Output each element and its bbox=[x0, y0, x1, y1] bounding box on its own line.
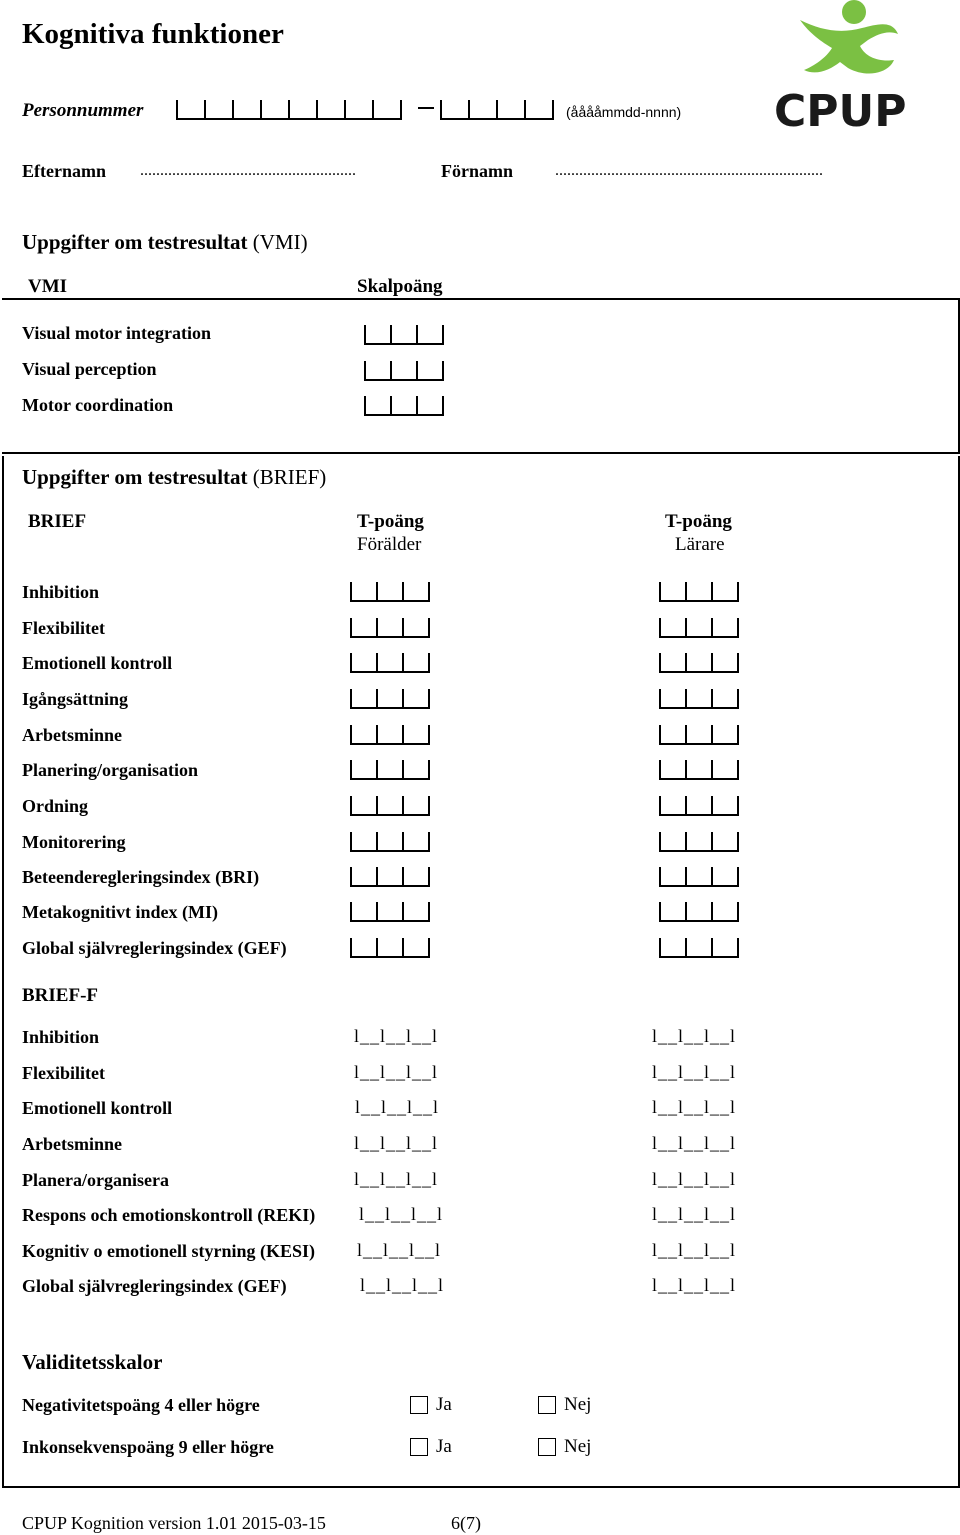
personnummer-number-field[interactable] bbox=[440, 100, 554, 120]
footer-version: CPUP Kognition version 1.01 2015-03-15 bbox=[22, 1513, 326, 1533]
vmi-row-label: Visual perception bbox=[22, 359, 157, 379]
brief-teacher-field[interactable] bbox=[659, 832, 739, 852]
brief-parent-field[interactable] bbox=[350, 902, 430, 922]
vmi-score-field[interactable] bbox=[364, 325, 444, 345]
brief-teacher-field[interactable] bbox=[659, 653, 739, 673]
brief-row-label: Emotionell kontroll bbox=[22, 653, 173, 673]
brieff-parent-field[interactable]: l__l__l__l bbox=[354, 1026, 439, 1046]
brief-row-label: Ordning bbox=[22, 796, 89, 816]
brief-teacher-field[interactable] bbox=[659, 902, 739, 922]
brief-section-title-normal: (BRIEF) bbox=[252, 465, 327, 489]
brief-parent-field[interactable] bbox=[350, 796, 430, 816]
brief-teacher-field[interactable] bbox=[659, 938, 739, 958]
brieff-parent-field[interactable]: l__l__l__l bbox=[357, 1240, 442, 1260]
brieff-row-label: Arbetsminne bbox=[22, 1134, 122, 1154]
brieff-row-label: Global självregleringsindex (GEF) bbox=[22, 1276, 287, 1296]
brief-parent-field[interactable] bbox=[350, 938, 430, 958]
brief-teacher-field[interactable] bbox=[659, 867, 739, 887]
validity-title: Validitetsskalor bbox=[22, 1350, 163, 1374]
brief-col-parent-sub: Förälder bbox=[357, 534, 422, 555]
brief-parent-field[interactable] bbox=[350, 618, 430, 638]
brieff-row-label: Respons och emotionskontroll (REKI) bbox=[22, 1205, 316, 1225]
brief-teacher-field[interactable] bbox=[659, 725, 739, 745]
logo-wordmark: CPUP bbox=[774, 86, 907, 132]
vmi-col-score: Skalpoäng bbox=[357, 276, 443, 297]
brieff-parent-field[interactable]: l__l__l__l bbox=[355, 1097, 440, 1117]
brief-row-label: Beteenderegleringsindex (BRI) bbox=[22, 867, 260, 887]
validity-yes-checkbox[interactable] bbox=[410, 1396, 428, 1414]
brieff-row-label: Planera/organisera bbox=[22, 1170, 169, 1190]
brief-col-teacher: T-poäng bbox=[665, 511, 732, 532]
brief-row-label: Flexibilitet bbox=[22, 618, 105, 638]
validity-yes-label: Ja bbox=[436, 1394, 452, 1415]
validity-yes-label: Ja bbox=[436, 1436, 452, 1457]
brief-col-teacher-sub: Lärare bbox=[675, 534, 725, 555]
brief-col-parent: T-poäng bbox=[357, 511, 424, 532]
brieff-teacher-field[interactable]: l__l__l__l bbox=[652, 1275, 737, 1295]
efternamn-field[interactable]: ...................................................... bbox=[140, 162, 356, 179]
brieff-parent-field[interactable]: l__l__l__l bbox=[354, 1133, 439, 1153]
footer-page: 6(7) bbox=[451, 1513, 481, 1533]
brief-row-label: Monitorering bbox=[22, 832, 126, 852]
brieff-row-label: Emotionell kontroll bbox=[22, 1098, 173, 1118]
validity-no-label: Nej bbox=[564, 1394, 592, 1415]
brieff-teacher-field[interactable]: l__l__l__l bbox=[652, 1026, 737, 1046]
cpup-logo bbox=[770, 0, 910, 132]
brieff-parent-field[interactable]: l__l__l__l bbox=[359, 1204, 444, 1224]
brief-parent-field[interactable] bbox=[350, 867, 430, 887]
brief-row-label: Global självregleringsindex (GEF) bbox=[22, 938, 287, 958]
brieff-teacher-field[interactable]: l__l__l__l bbox=[652, 1133, 737, 1153]
brief-row-label: Igångsättning bbox=[22, 689, 129, 709]
brief-row-label: Planering/organisation bbox=[22, 760, 199, 780]
personnummer-hint: (ååååmmdd-nnnn) bbox=[566, 104, 682, 120]
brieff-row-label: Kognitiv o emotionell styrning (KESI) bbox=[22, 1241, 316, 1261]
brief-col-label: BRIEF bbox=[28, 511, 87, 532]
brief-parent-field[interactable] bbox=[350, 725, 430, 745]
brief-frame bbox=[2, 456, 960, 1488]
brief-teacher-field[interactable] bbox=[659, 689, 739, 709]
brief-section-title-bold: Uppgifter om testresultat bbox=[22, 465, 248, 489]
brief-teacher-field[interactable] bbox=[659, 618, 739, 638]
brief-parent-field[interactable] bbox=[350, 582, 430, 602]
brieff-teacher-field[interactable]: l__l__l__l bbox=[652, 1240, 737, 1260]
efternamn-label: Efternamn bbox=[22, 161, 106, 181]
validity-yes-checkbox[interactable] bbox=[410, 1438, 428, 1456]
brief-parent-field[interactable] bbox=[350, 653, 430, 673]
vmi-score-field[interactable] bbox=[364, 361, 444, 381]
brief-row-label: Arbetsminne bbox=[22, 725, 122, 745]
brief-parent-field[interactable] bbox=[350, 832, 430, 852]
page-title: Kognitiva funktioner bbox=[22, 18, 284, 50]
validity-no-checkbox[interactable] bbox=[538, 1438, 556, 1456]
brieff-parent-field[interactable]: l__l__l__l bbox=[360, 1275, 445, 1295]
fornamn-label: Förnamn bbox=[441, 161, 513, 181]
vmi-row-label: Visual motor integration bbox=[22, 323, 211, 343]
brieff-teacher-field[interactable]: l__l__l__l bbox=[652, 1062, 737, 1082]
personnummer-dash bbox=[418, 107, 434, 109]
vmi-row-label: Motor coordination bbox=[22, 395, 174, 415]
fornamn-field[interactable]: ................................................................... bbox=[555, 162, 823, 179]
brief-teacher-field[interactable] bbox=[659, 796, 739, 816]
validity-no-label: Nej bbox=[564, 1436, 592, 1457]
brief-teacher-field[interactable] bbox=[659, 582, 739, 602]
brief-parent-field[interactable] bbox=[350, 689, 430, 709]
vmi-section-title-normal: (VMI) bbox=[252, 230, 308, 254]
vmi-section-title bbox=[22, 230, 308, 255]
brieff-parent-field[interactable]: l__l__l__l bbox=[354, 1169, 439, 1189]
brieff-parent-field[interactable]: l__l__l__l bbox=[354, 1062, 439, 1082]
brief-teacher-field[interactable] bbox=[659, 760, 739, 780]
brief-row-label: Inhibition bbox=[22, 582, 100, 602]
brieff-row-label: Inhibition bbox=[22, 1027, 100, 1047]
brief-parent-field[interactable] bbox=[350, 760, 430, 780]
validity-no-checkbox[interactable] bbox=[538, 1396, 556, 1414]
vmi-score-field[interactable] bbox=[364, 396, 444, 416]
validity-row-label: Negativitetspoäng 4 eller högre bbox=[22, 1395, 260, 1415]
brieff-teacher-field[interactable]: l__l__l__l bbox=[652, 1204, 737, 1224]
brieff-title: BRIEF-F bbox=[22, 985, 98, 1006]
vmi-col-label: VMI bbox=[28, 276, 68, 297]
brieff-teacher-field[interactable]: l__l__l__l bbox=[652, 1169, 737, 1189]
vmi-section-title-bold: Uppgifter om testresultat bbox=[22, 230, 248, 254]
validity-row-label: Inkonsekvenspoäng 9 eller högre bbox=[22, 1437, 274, 1457]
brief-row-label: Metakognitivt index (MI) bbox=[22, 902, 218, 922]
brieff-row-label: Flexibilitet bbox=[22, 1063, 105, 1083]
personnummer-label: Personnummer bbox=[22, 100, 144, 121]
personnummer-date-field[interactable] bbox=[176, 100, 402, 120]
brieff-teacher-field[interactable]: l__l__l__l bbox=[652, 1097, 737, 1117]
